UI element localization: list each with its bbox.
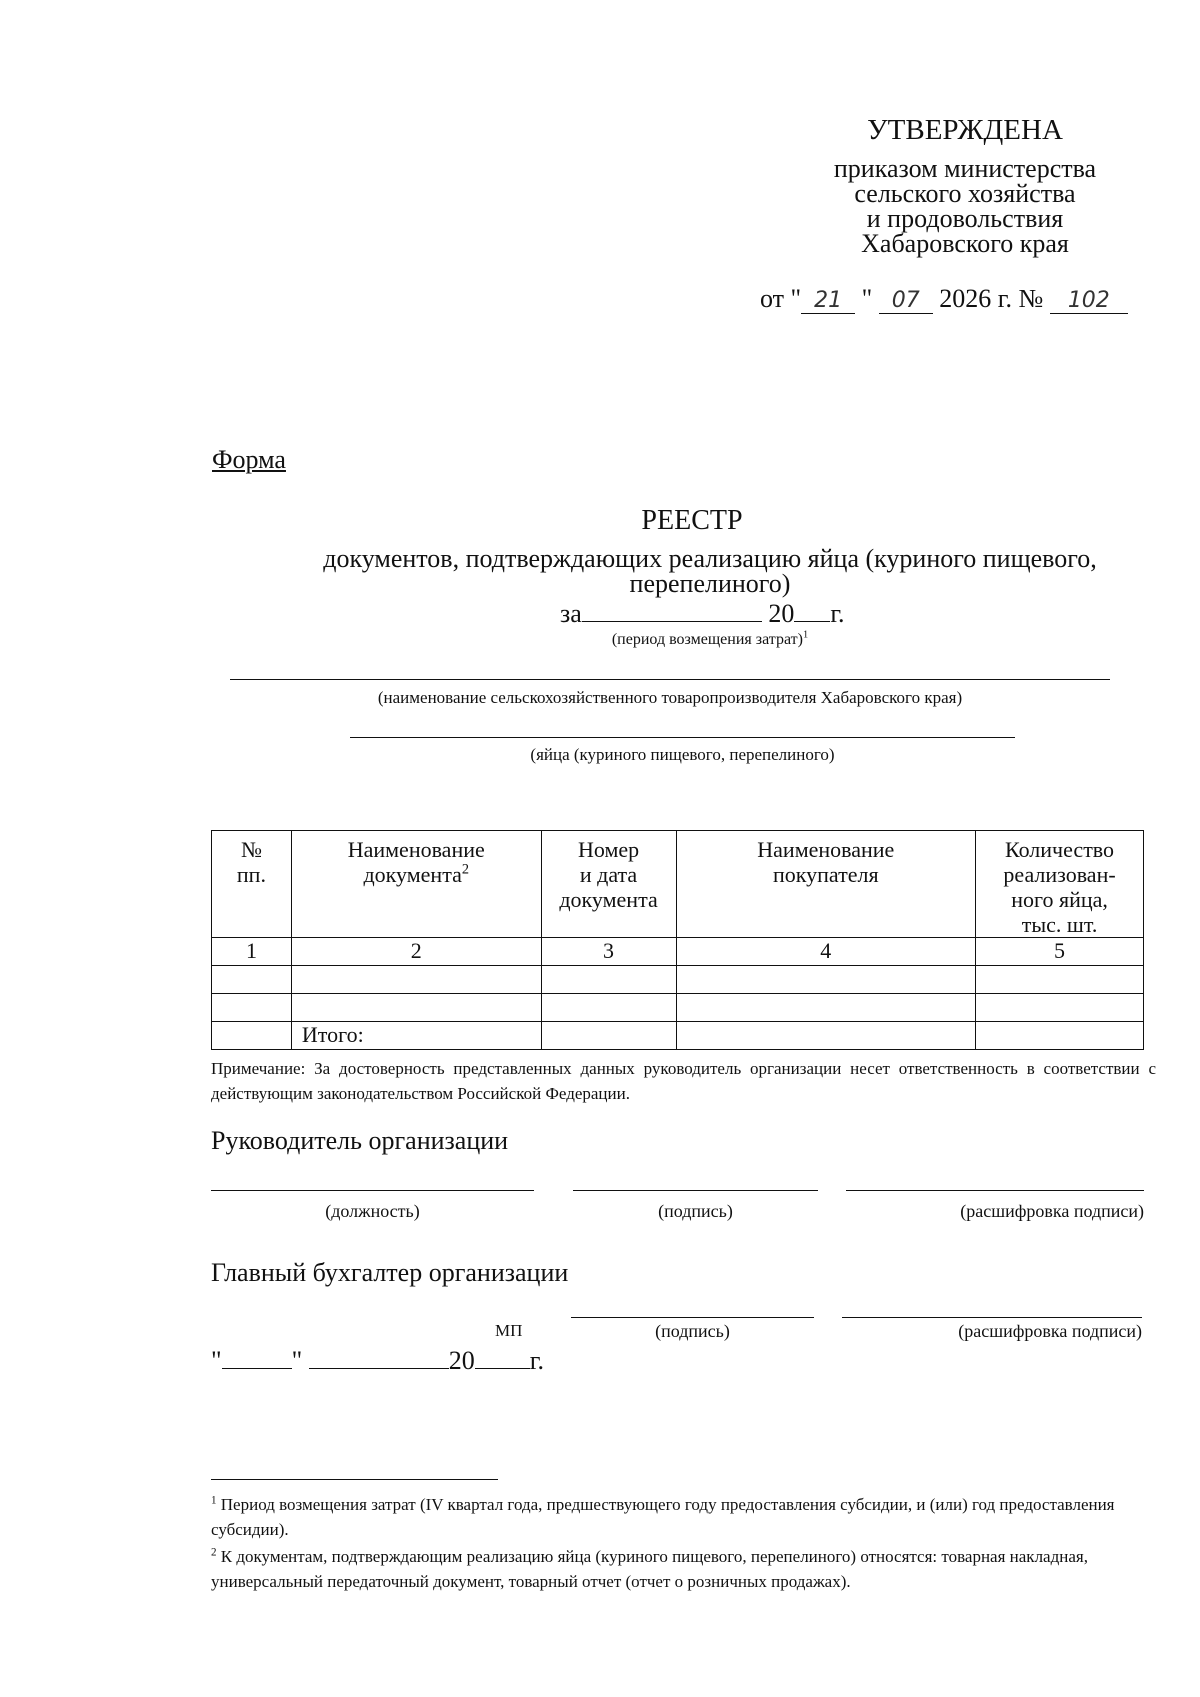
approval-day: 21	[801, 288, 855, 314]
head-decode-line[interactable]	[846, 1190, 1144, 1191]
header-quantity-line-4: тыс. шт.	[1021, 912, 1098, 937]
table-cell[interactable]	[212, 994, 292, 1022]
table-cell[interactable]	[676, 966, 976, 994]
approval-order	[790, 156, 1140, 256]
date-suffix: г.	[529, 1346, 544, 1375]
header-quantity-line-1: Количество	[1005, 837, 1115, 862]
date-month-blank[interactable]	[309, 1346, 449, 1369]
header-doc-number-line-3: документа	[559, 887, 658, 912]
decode-caption: (расшифровка подписи)	[960, 1201, 1144, 1221]
accountant-signature-caption: (подпись)	[655, 1321, 730, 1341]
table-cell[interactable]	[212, 966, 292, 994]
accountant-decode-line[interactable]	[842, 1317, 1142, 1318]
approval-line-4: Хабаровского края	[861, 229, 1069, 258]
date-close-quote: "	[291, 1346, 303, 1375]
signing-date	[211, 1346, 544, 1376]
period-prefix: за	[560, 599, 582, 628]
column-number: 4	[676, 938, 976, 966]
table-cell[interactable]	[541, 994, 676, 1022]
head-title: Руководитель организации	[211, 1126, 509, 1155]
head-position-line[interactable]	[211, 1190, 534, 1191]
producer-caption: (наименование сельскохозяйственного товаропроизводителя Хабаровского края)	[377, 688, 963, 707]
register-table	[211, 830, 1144, 1050]
table-cell[interactable]	[976, 1022, 1144, 1050]
accountant-signature-line[interactable]	[571, 1317, 814, 1318]
stamp-label: МП	[495, 1321, 523, 1340]
header-doc-number-date	[541, 831, 676, 938]
period-caption-text: (период возмещения затрат)	[611, 631, 803, 648]
footnote-ref-1: 1	[802, 629, 809, 641]
period-caption	[560, 631, 860, 649]
register-subtitle	[250, 546, 1170, 596]
accountant-title: Главный бухгалтер организации	[211, 1258, 569, 1287]
footnote-2	[211, 1544, 1156, 1594]
period-year-blank[interactable]	[794, 599, 830, 622]
approval-line-2: сельского хозяйства	[854, 179, 1076, 208]
table-row	[212, 994, 1144, 1022]
footnote-ref-2: 2	[461, 861, 469, 878]
head-signature-line[interactable]	[573, 1190, 818, 1191]
date-year-blank[interactable]	[475, 1346, 530, 1369]
header-number	[212, 831, 292, 938]
date-day-blank[interactable]	[222, 1346, 292, 1369]
header-buyer-name	[676, 831, 976, 938]
register-subtitle-line-2: перепелиного)	[629, 569, 791, 598]
period-line	[560, 599, 960, 629]
table-cell[interactable]	[676, 1022, 976, 1050]
table-cell[interactable]	[291, 966, 541, 994]
footnote-1	[211, 1492, 1156, 1542]
producer-line[interactable]	[230, 679, 1110, 680]
header-quantity	[976, 831, 1144, 938]
register-title: РЕЕСТР	[641, 505, 743, 536]
approval-line-3: и продовольствия	[866, 204, 1064, 233]
footnote-2-mark: 2	[211, 1546, 217, 1559]
period-suffix: г.	[830, 599, 845, 628]
header-document-name-line-2	[292, 862, 541, 887]
header-doc-number-line-1: Номер	[577, 837, 640, 862]
column-number: 1	[212, 938, 292, 966]
total-row	[212, 1022, 1144, 1050]
approval-title: УТВЕРЖДЕНА	[867, 114, 1063, 146]
table-cell[interactable]	[676, 994, 976, 1022]
column-number: 5	[976, 938, 1144, 966]
table-cell[interactable]	[212, 1022, 292, 1050]
table-row	[212, 966, 1144, 994]
period-year: 20	[768, 599, 795, 628]
register-subtitle-line-1: документов, подтверждающих реализацию яйца (куриного пищевого,	[323, 544, 1097, 573]
date-year-prefix: 20	[448, 1346, 475, 1375]
egg-type-line[interactable]	[350, 737, 1015, 738]
position-caption: (должность)	[325, 1201, 420, 1221]
header-document-name	[291, 831, 541, 938]
responsibility-note: Примечание: За достоверность представленных данных руководитель организации несет ответственность в соответствии с действующим законодательством Российской Федерации.	[211, 1059, 1156, 1103]
egg-type-caption: (яйца (куриного пищевого, перепелиного)	[530, 745, 835, 764]
table-header-row	[212, 831, 1144, 938]
footnote-separator	[211, 1479, 498, 1480]
table-cell[interactable]	[976, 966, 1144, 994]
date-open-quote: "	[211, 1346, 222, 1375]
period-blank[interactable]	[582, 599, 762, 622]
table-cell[interactable]	[291, 994, 541, 1022]
table-cell[interactable]	[541, 1022, 676, 1050]
header-quantity-line-3: ного яйца,	[1011, 887, 1108, 912]
footnote-1-text: Период возмещения затрат (IV квартал года, предшествующего году предоставления субсидии, и (или) год предоставления субсидии).	[211, 1495, 1115, 1539]
header-doc-number-line-2: и дата	[579, 862, 638, 887]
approval-number: 102	[1050, 288, 1128, 314]
header-buyer-line-1: Наименование	[757, 837, 895, 862]
approval-line-1: приказом министерства	[833, 154, 1097, 183]
form-label: Форма	[212, 445, 286, 474]
column-number: 3	[541, 938, 676, 966]
approval-year-number-label: 2026 г. №	[939, 284, 1044, 313]
header-quantity-line-2: реализован-	[1003, 862, 1116, 887]
approval-date: от " 21 " 07 2026 г. № 102	[760, 284, 1180, 314]
accountant-decode-caption: (расшифровка подписи)	[958, 1321, 1142, 1341]
approval-month: 07	[879, 288, 933, 314]
total-label: Итого:	[291, 1022, 541, 1050]
footnote-2-text: К документам, подтверждающим реализацию яйца (куриного пищевого, перепелиного) относятся: товарная накладная, универсальный передаточный документ, товарный отчет (отчет о розничных продажах).	[211, 1547, 1088, 1591]
header-document-name-text: документа	[363, 862, 462, 887]
header-buyer-line-2: покупателя	[772, 862, 879, 887]
column-number: 2	[291, 938, 541, 966]
signature-caption: (подпись)	[658, 1201, 733, 1221]
table-cell[interactable]	[541, 966, 676, 994]
column-number-row	[212, 938, 1144, 966]
approval-date-prefix: от "	[760, 284, 802, 313]
table-cell[interactable]	[976, 994, 1144, 1022]
header-document-name-line-1: Наименование	[347, 837, 485, 862]
header-number-line-1: №	[240, 837, 262, 862]
header-number-line-2: пп.	[236, 862, 266, 887]
footnote-1-mark: 1	[211, 1494, 217, 1507]
